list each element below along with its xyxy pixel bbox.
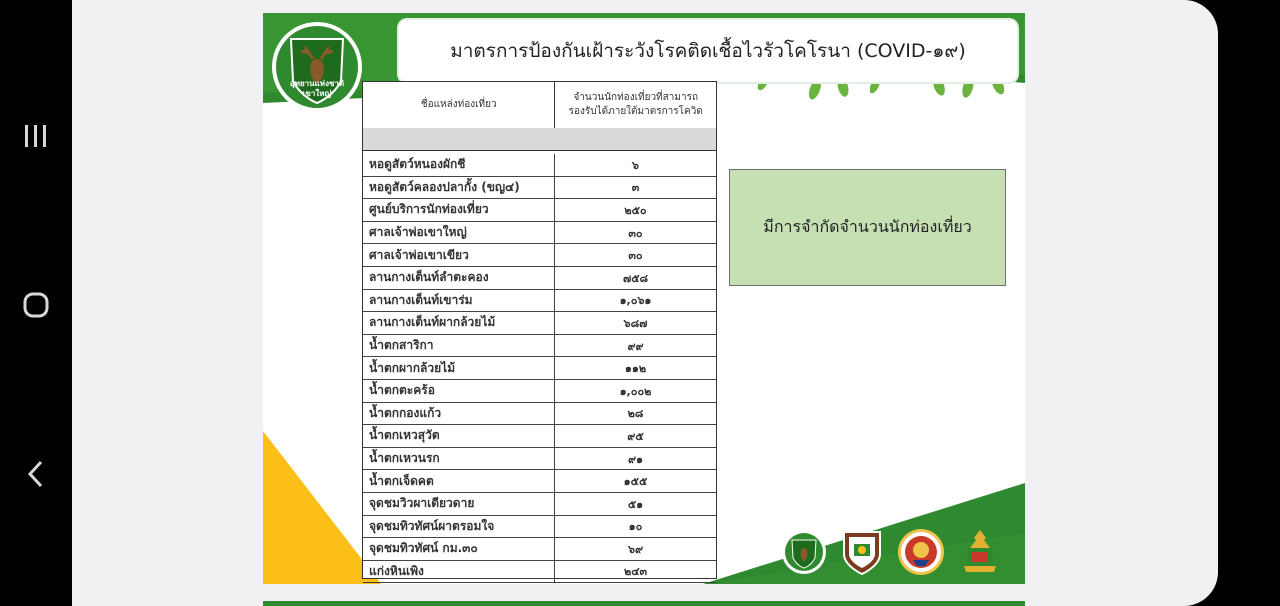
capacity-cell: ๖๘๗ [623, 316, 648, 330]
table-row [363, 335, 716, 358]
capacity-cell: ๓๐ [628, 249, 643, 263]
attraction-name-cell: หอดูสัตว์หนองผักชี [363, 154, 555, 176]
capacity-cell: ๒๔๓ [623, 565, 648, 579]
slide-title: มาตรการป้องกันเฝ้าระวังโรคติดเชื้อไวรัวโคโรนา (COVID-๑๙) [450, 40, 966, 62]
slide-edge-strip [263, 601, 1025, 606]
government-crest-icon [956, 528, 1004, 576]
table-row [363, 177, 716, 200]
home-icon [22, 291, 50, 319]
attraction-name-cell: ศาลเจ้าพ่อเขาเขียว [363, 244, 555, 266]
slide-title-box [397, 18, 1019, 84]
table-row [363, 154, 716, 177]
table-row [363, 222, 716, 245]
attraction-name-cell: น้ำตกผากล้วยไม้ [363, 357, 555, 379]
capacity-cell: ๗๕๘ [622, 271, 649, 285]
capacity-cell: ๑๐ [628, 520, 643, 534]
table-row [363, 380, 716, 403]
header-capacity [555, 82, 716, 128]
attraction-name-cell: จุดชมทิวทัศน์ กม.๓๐ [363, 538, 555, 560]
attraction-name-cell: ลานกางเต็นท์ผากล้วยไม้ [363, 312, 555, 334]
presentation-slide[interactable] [263, 13, 1025, 584]
capacity-cell: ๑,๐๐๒ [619, 384, 652, 398]
table-row [363, 199, 716, 222]
capacity-cell: ๓ [631, 181, 640, 195]
table-section-bar [363, 128, 716, 151]
attraction-name-cell: จุดชมทิวทัศน์ผาตรอมใจ [363, 516, 555, 538]
recent-apps-button[interactable] [0, 106, 72, 166]
recent-apps-icon [23, 124, 49, 148]
table-row [363, 493, 716, 516]
table-row [363, 448, 716, 471]
table-row [363, 244, 716, 267]
table-row [363, 470, 716, 493]
header-capacity-line1: จำนวนนักท่องเที่ยวที่สามารถ [573, 92, 698, 103]
khao-yai-park-logo [271, 21, 363, 113]
capacity-cell: ๖ [632, 158, 639, 172]
attraction-name-cell: หอดูสัตว์คลองปลากั้ง (ขญ๔) [363, 177, 555, 199]
logo-label-bottom: เขาใหญ่ [302, 89, 332, 98]
capacity-cell: ๑,๐๖๑ [619, 294, 652, 308]
table-row [363, 516, 716, 539]
attractions-table [362, 81, 717, 579]
back-button[interactable] [0, 444, 72, 504]
attraction-name-cell: น้ำตกเหวนรก [363, 448, 555, 470]
table-row [363, 538, 716, 561]
table-row [363, 312, 716, 335]
capacity-cell: ๙๕ [627, 429, 644, 443]
back-icon [26, 459, 46, 489]
attraction-name-cell: น้ำตกเจ็ดคต [363, 470, 555, 492]
capacity-cell: ๒๕๐ [624, 203, 647, 217]
table-row [363, 267, 716, 290]
attraction-name-cell: น้ำตกกองแก้ว [363, 403, 555, 425]
visitor-limit-notice [729, 169, 1006, 286]
department-shield-icon [838, 528, 886, 576]
header-capacity-line2: รองรับได้ภายใต้มาตรการโควิด [568, 106, 703, 117]
attraction-name-cell: ศูนย์บริการนักท่องเที่ยว [363, 199, 555, 221]
table-row [363, 561, 716, 584]
attraction-name-cell: ศาลเจ้าพ่อเขาใหญ่ [363, 222, 555, 244]
capacity-cell: ๕๑ [627, 497, 644, 511]
capacity-cell: ๑๕๕ [623, 475, 648, 489]
attraction-name-cell: ลานกางเต็นท์ลำตะคอง [363, 267, 555, 289]
capacity-cell: ๙๑ [627, 452, 644, 466]
attraction-name-cell: แก่งหินเพิง [363, 561, 555, 583]
table-body [363, 154, 716, 583]
table-row [363, 357, 716, 380]
park-emblem-icon [780, 528, 828, 576]
android-nav-bar [0, 0, 72, 606]
capacity-cell: ๒๘ [627, 407, 644, 421]
table-header-row [363, 82, 716, 129]
attraction-name-cell: จุดชมวิวผาเดียวดาย [363, 493, 555, 515]
attraction-name-cell: ลานกางเต็นท์เขาร่ม [363, 290, 555, 312]
capacity-cell: ๑๑๒ [624, 362, 647, 376]
header-attraction-name: ชื่อแหล่งท่องเที่ยว [363, 82, 555, 128]
footer-logos [780, 528, 1020, 578]
royal-seal-icon [897, 528, 945, 576]
table-row [363, 425, 716, 448]
visitor-limit-text: มีการจำกัดจำนวนนักท่องเที่ยว [763, 217, 972, 236]
capacity-cell: ๓๐ [628, 226, 643, 240]
table-row [363, 290, 716, 313]
attraction-name-cell: น้ำตกเหวสุวัต [363, 425, 555, 447]
capacity-cell: ๖๙ [627, 542, 644, 556]
logo-label-top: อุทยานแห่งชาติ [289, 79, 345, 88]
image-viewer-screen [72, 0, 1218, 606]
attraction-name-cell: น้ำตกสาริกา [363, 335, 555, 357]
table-row [363, 403, 716, 426]
home-button[interactable] [0, 275, 72, 335]
logo-label [285, 79, 349, 99]
capacity-cell: ๙๙ [627, 339, 644, 353]
attraction-name-cell: น้ำตกตะคร้อ [363, 380, 555, 402]
